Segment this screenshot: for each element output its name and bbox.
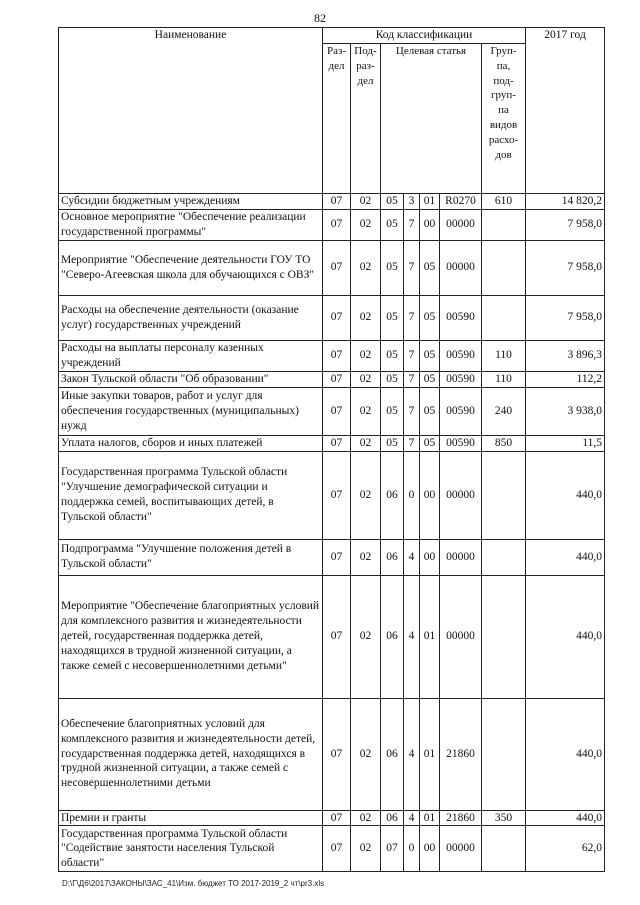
row-group: 350 xyxy=(482,810,526,826)
table-row xyxy=(59,209,605,240)
row-target-program: 05 xyxy=(381,209,404,240)
row-podrazdel: 02 xyxy=(351,340,381,371)
row-target-event: 05 xyxy=(420,371,440,387)
header-razdel: Раз- дел xyxy=(323,43,351,193)
row-razdel: 07 xyxy=(323,539,351,575)
row-group xyxy=(482,295,526,340)
header-code: Код классификации xyxy=(323,28,526,44)
row-podrazdel: 02 xyxy=(351,240,381,295)
row-name: Расходы на выплаты персоналу казенных учреждений xyxy=(59,340,323,371)
row-group xyxy=(482,209,526,240)
row-podrazdel: 02 xyxy=(351,193,381,209)
row-target-direction: 00000 xyxy=(440,575,482,698)
row-name: Уплата налогов, сборов и иных платежей xyxy=(59,435,323,451)
row-name: Премии и гранты xyxy=(59,810,323,826)
row-target-event: 01 xyxy=(420,193,440,209)
row-razdel: 07 xyxy=(323,209,351,240)
row-name: Субсидии бюджетным учреждениям xyxy=(59,193,323,209)
row-target-subprogram: 7 xyxy=(404,295,420,340)
row-value-2017: 440,0 xyxy=(526,575,605,698)
row-podrazdel: 02 xyxy=(351,371,381,387)
header-name: Наименование xyxy=(59,28,323,194)
row-name: Иные закупки товаров, работ и услуг для обеспечения государственных (муниципальных) нужд xyxy=(59,387,323,435)
header-target: Целевая статья xyxy=(381,43,482,193)
table-row xyxy=(59,435,605,451)
table-row xyxy=(59,295,605,340)
row-target-program: 06 xyxy=(381,810,404,826)
row-target-program: 05 xyxy=(381,193,404,209)
row-podrazdel: 02 xyxy=(351,539,381,575)
row-target-direction: 00000 xyxy=(440,826,482,872)
row-group xyxy=(482,539,526,575)
row-group xyxy=(482,575,526,698)
row-razdel: 07 xyxy=(323,698,351,810)
row-target-direction: 00000 xyxy=(440,209,482,240)
row-target-event: 05 xyxy=(420,240,440,295)
row-target-subprogram: 0 xyxy=(404,826,420,872)
header-group: Груп- па, под- груп- па видов расхо- дов xyxy=(482,43,526,193)
row-value-2017: 440,0 xyxy=(526,451,605,539)
row-target-program: 05 xyxy=(381,240,404,295)
row-group: 610 xyxy=(482,193,526,209)
row-podrazdel: 02 xyxy=(351,575,381,698)
table-row xyxy=(59,826,605,872)
row-target-subprogram: 7 xyxy=(404,387,420,435)
row-podrazdel: 02 xyxy=(351,451,381,539)
row-target-program: 06 xyxy=(381,698,404,810)
row-razdel: 07 xyxy=(323,295,351,340)
row-target-program: 05 xyxy=(381,371,404,387)
row-target-subprogram: 7 xyxy=(404,435,420,451)
row-target-direction: 00590 xyxy=(440,435,482,451)
row-razdel: 07 xyxy=(323,826,351,872)
row-value-2017: 7 958,0 xyxy=(526,240,605,295)
row-target-direction: 00590 xyxy=(440,295,482,340)
row-target-program: 06 xyxy=(381,451,404,539)
row-target-event: 05 xyxy=(420,295,440,340)
row-value-2017: 440,0 xyxy=(526,810,605,826)
row-target-direction: 21860 xyxy=(440,810,482,826)
row-razdel: 07 xyxy=(323,240,351,295)
row-group: 110 xyxy=(482,371,526,387)
header-podrazdel: Под- раз- дел xyxy=(351,43,381,193)
row-value-2017: 62,0 xyxy=(526,826,605,872)
row-target-subprogram: 7 xyxy=(404,340,420,371)
row-target-event: 05 xyxy=(420,387,440,435)
row-target-program: 05 xyxy=(381,387,404,435)
row-target-event: 00 xyxy=(420,539,440,575)
row-name: Мероприятие "Обеспечение благоприятных условий для комплексного развития и жизнедеятельности детей, государственная поддержка детей, находящихся в трудной жизненной ситуации, а также семей с несовершеннолетними детьми" xyxy=(59,575,323,698)
table-row xyxy=(59,193,605,209)
row-name: Государственная программа Тульской области "Содействие занятости населения Тульской области" xyxy=(59,826,323,872)
row-name: Государственная программа Тульской области "Улучшение демографической ситуации и поддержка семей, воспитывающих детей, в Тульской области" xyxy=(59,451,323,539)
table-row xyxy=(59,371,605,387)
row-target-subprogram: 7 xyxy=(404,240,420,295)
row-target-subprogram: 4 xyxy=(404,810,420,826)
row-target-direction: 00000 xyxy=(440,240,482,295)
row-group xyxy=(482,826,526,872)
table-row xyxy=(59,451,605,539)
row-razdel: 07 xyxy=(323,387,351,435)
row-value-2017: 112,2 xyxy=(526,371,605,387)
row-podrazdel: 02 xyxy=(351,387,381,435)
row-razdel: 07 xyxy=(323,340,351,371)
row-podrazdel: 02 xyxy=(351,698,381,810)
row-target-event: 00 xyxy=(420,451,440,539)
table-row xyxy=(59,240,605,295)
row-value-2017: 7 958,0 xyxy=(526,295,605,340)
row-name: Расходы на обеспечение деятельности (оказание услуг) государственных учреждений xyxy=(59,295,323,340)
row-razdel: 07 xyxy=(323,810,351,826)
table-row xyxy=(59,575,605,698)
row-value-2017: 14 820,2 xyxy=(526,193,605,209)
row-target-subprogram: 4 xyxy=(404,539,420,575)
row-target-event: 00 xyxy=(420,209,440,240)
row-name: Обеспечение благоприятных условий для комплексного развития и жизнедеятельности детей, государственная поддержка детей, находящихся в трудной жизненной ситуации, а также семей с несовершеннолетними детьми xyxy=(59,698,323,810)
row-target-subprogram: 7 xyxy=(404,209,420,240)
table-row xyxy=(59,387,605,435)
row-group xyxy=(482,240,526,295)
table-row xyxy=(59,698,605,810)
row-name: Основное мероприятие "Обеспечение реализации государственной программы" xyxy=(59,209,323,240)
row-name: Закон Тульской области "Об образовании" xyxy=(59,371,323,387)
row-razdel: 07 xyxy=(323,435,351,451)
table-row xyxy=(59,539,605,575)
row-target-direction: 00000 xyxy=(440,451,482,539)
row-name: Мероприятие "Обеспечение деятельности ГОУ ТО "Северо-Агеевская школа для обучающихся с ОВЗ" xyxy=(59,240,323,295)
row-razdel: 07 xyxy=(323,575,351,698)
row-target-subprogram: 4 xyxy=(404,575,420,698)
row-target-direction: 00590 xyxy=(440,371,482,387)
budget-table xyxy=(58,27,605,872)
table-row xyxy=(59,340,605,371)
row-group: 240 xyxy=(482,387,526,435)
row-target-direction: 00590 xyxy=(440,387,482,435)
row-podrazdel: 02 xyxy=(351,826,381,872)
row-name: Подпрограмма "Улучшение положения детей в Тульской области" xyxy=(59,539,323,575)
row-podrazdel: 02 xyxy=(351,209,381,240)
row-target-direction: 00590 xyxy=(440,340,482,371)
row-value-2017: 440,0 xyxy=(526,698,605,810)
page-number: 82 xyxy=(314,11,326,25)
row-value-2017: 11,5 xyxy=(526,435,605,451)
row-target-direction: R0270 xyxy=(440,193,482,209)
row-target-program: 06 xyxy=(381,575,404,698)
row-group xyxy=(482,698,526,810)
row-target-program: 05 xyxy=(381,295,404,340)
row-target-event: 01 xyxy=(420,810,440,826)
row-value-2017: 7 958,0 xyxy=(526,209,605,240)
row-target-event: 05 xyxy=(420,435,440,451)
row-value-2017: 440,0 xyxy=(526,539,605,575)
row-razdel: 07 xyxy=(323,193,351,209)
row-target-event: 01 xyxy=(420,698,440,810)
row-target-program: 05 xyxy=(381,340,404,371)
row-group xyxy=(482,451,526,539)
row-target-program: 07 xyxy=(381,826,404,872)
file-path-footer: D:\Г\Д6\2017\ЗАКОНЫ\ЗАС_41\Изм. бюджет ТО 2017-2019_2 чт\pr3.xls xyxy=(62,879,325,888)
row-target-subprogram: 4 xyxy=(404,698,420,810)
row-target-subprogram: 3 xyxy=(404,193,420,209)
table-row xyxy=(59,810,605,826)
row-razdel: 07 xyxy=(323,451,351,539)
header-year: 2017 год xyxy=(526,28,605,194)
row-razdel: 07 xyxy=(323,371,351,387)
row-target-direction: 00000 xyxy=(440,539,482,575)
row-value-2017: 3 896,3 xyxy=(526,340,605,371)
row-target-event: 00 xyxy=(420,826,440,872)
row-podrazdel: 02 xyxy=(351,295,381,340)
row-value-2017: 3 938,0 xyxy=(526,387,605,435)
row-podrazdel: 02 xyxy=(351,810,381,826)
row-podrazdel: 02 xyxy=(351,435,381,451)
row-target-program: 05 xyxy=(381,435,404,451)
row-target-program: 06 xyxy=(381,539,404,575)
row-target-subprogram: 0 xyxy=(404,451,420,539)
row-group: 110 xyxy=(482,340,526,371)
row-target-event: 05 xyxy=(420,340,440,371)
row-target-subprogram: 7 xyxy=(404,371,420,387)
row-target-direction: 21860 xyxy=(440,698,482,810)
row-group: 850 xyxy=(482,435,526,451)
row-target-event: 01 xyxy=(420,575,440,698)
